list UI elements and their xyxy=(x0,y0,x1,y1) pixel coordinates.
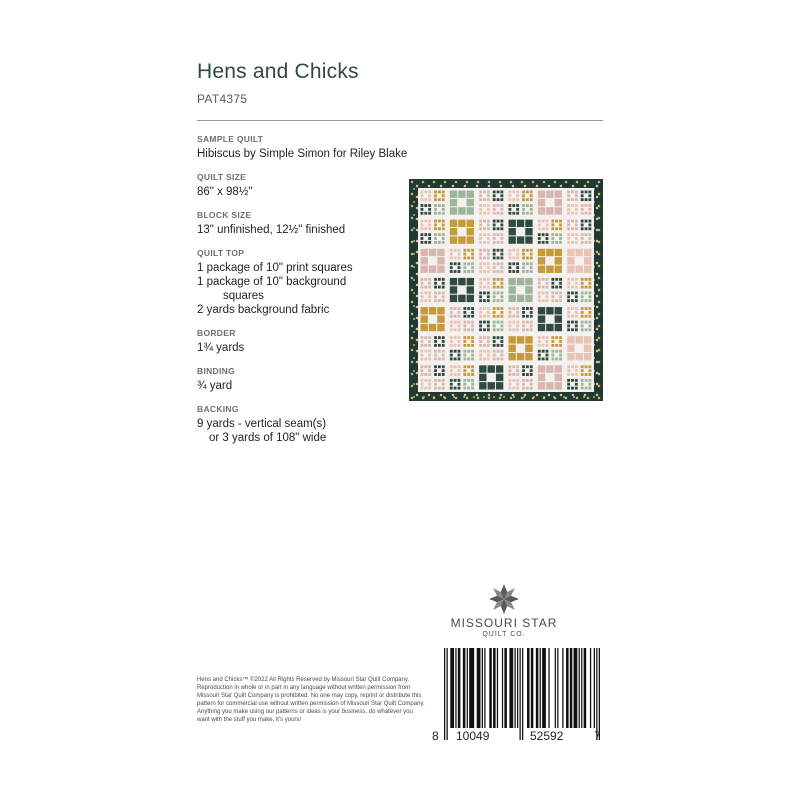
quilt-block xyxy=(463,336,474,347)
barcode-digit-check: 7 xyxy=(594,729,601,743)
quilt-block xyxy=(522,204,533,215)
barcode-bar xyxy=(522,648,523,740)
spec-label: BACKING xyxy=(197,404,239,414)
quilt-block xyxy=(581,379,592,390)
barcode-bar xyxy=(497,648,498,728)
spec-border xyxy=(197,328,397,355)
barcode-bar xyxy=(482,648,483,728)
quilt-block xyxy=(493,307,504,318)
quilt-block xyxy=(450,220,474,244)
barcode-bar xyxy=(562,648,563,728)
quilt-block xyxy=(463,321,474,332)
quilt-block xyxy=(509,191,520,202)
quilt-block xyxy=(493,292,504,303)
quilt-center xyxy=(418,188,594,392)
quilt-block xyxy=(450,191,474,215)
quilt-block xyxy=(421,191,432,202)
quilt-block xyxy=(567,336,591,360)
quilt-block xyxy=(538,278,549,289)
barcode-bar xyxy=(536,648,539,728)
barcode-bar xyxy=(574,648,578,728)
spec-label: BORDER xyxy=(197,328,236,338)
quilt-block xyxy=(509,249,520,260)
quilt-block xyxy=(538,350,549,361)
barcode-bar xyxy=(477,648,481,728)
quilt-block xyxy=(434,278,445,289)
quilt-block xyxy=(509,307,520,318)
barcode-bar xyxy=(484,648,485,728)
quilt-block xyxy=(509,379,520,390)
quilt-block xyxy=(567,379,578,390)
quilt-block xyxy=(493,262,504,273)
quilt-block xyxy=(567,292,578,303)
barcode-bar xyxy=(467,648,468,728)
spec-value: 9 yards - vertical seam(s) xyxy=(197,418,327,430)
barcode-bar xyxy=(447,648,448,740)
barcode-bar xyxy=(581,648,582,728)
barcode-bar xyxy=(570,648,573,728)
quilt-block xyxy=(538,249,562,273)
quilt-block xyxy=(479,191,490,202)
spec-label: SAMPLE QUILT xyxy=(197,134,264,144)
barcode-bar xyxy=(557,648,558,728)
quilt-block xyxy=(479,365,503,389)
barcode-bar xyxy=(469,648,474,728)
quilt-block xyxy=(581,321,592,332)
quilt-block xyxy=(581,278,592,289)
quilt-block xyxy=(493,336,504,347)
quilt-block xyxy=(493,220,504,231)
barcode-bar xyxy=(594,648,595,728)
quilt-block xyxy=(463,307,474,318)
barcode-bar xyxy=(517,648,518,728)
quilt-blocks xyxy=(418,188,594,392)
quilt-block xyxy=(450,379,461,390)
brand-subtitle: QUILT CO. xyxy=(482,631,526,638)
quilt-block xyxy=(463,350,474,361)
quilt-block xyxy=(450,350,461,361)
quilt-block xyxy=(450,321,461,332)
quilt-block xyxy=(479,336,490,347)
spec-value: or 3 yards of 108" wide xyxy=(209,432,327,444)
spec-backing xyxy=(197,404,397,445)
quilt-block xyxy=(522,191,533,202)
quilt-block xyxy=(479,321,490,332)
quilt-block xyxy=(581,220,592,231)
quilt-block xyxy=(522,262,533,273)
barcode-bar xyxy=(458,648,461,728)
quilt-block xyxy=(434,365,445,376)
quilt-block xyxy=(479,292,490,303)
quilt-block xyxy=(421,278,432,289)
quilt-block xyxy=(551,278,562,289)
barcode-bar xyxy=(444,648,445,740)
quilt-block xyxy=(522,379,533,390)
quilt-block xyxy=(463,365,474,376)
quilt-block xyxy=(522,307,533,318)
quilt-block xyxy=(567,321,578,332)
pattern-code: PAT4375 xyxy=(197,92,248,106)
spec-value: Hibiscus by Simple Simon for Riley Blake xyxy=(197,148,408,160)
quilt-block xyxy=(421,249,445,273)
quilt-block xyxy=(450,365,461,376)
barcode-bar xyxy=(540,648,541,728)
quilt-block xyxy=(463,249,474,260)
quilt-block xyxy=(567,278,578,289)
quilt-block xyxy=(538,220,549,231)
quilt-block xyxy=(551,350,562,361)
spec-label: BINDING xyxy=(197,366,235,376)
quilt-block xyxy=(567,233,578,244)
quilt-block xyxy=(479,233,490,244)
spec-quilt-top xyxy=(197,248,397,317)
quilt-block xyxy=(463,262,474,273)
quilt-block xyxy=(509,220,533,244)
quilt-block xyxy=(421,365,432,376)
spec-sample-quilt xyxy=(197,134,408,161)
quilt-block xyxy=(581,233,592,244)
barcode xyxy=(432,648,604,744)
quilt-block xyxy=(567,307,578,318)
barcode-bar xyxy=(455,648,456,728)
quilt-block xyxy=(421,350,432,361)
quilt-block xyxy=(538,292,549,303)
quilt-block xyxy=(493,249,504,260)
quilt-block xyxy=(434,191,445,202)
quilt-block xyxy=(434,233,445,244)
quilt-block xyxy=(434,292,445,303)
quilt-block xyxy=(509,365,520,376)
quilt-block xyxy=(450,278,474,302)
quilt-block xyxy=(450,262,461,273)
barcode-bar xyxy=(504,648,507,728)
quilt-block xyxy=(538,191,562,215)
spec-value: 1 package of 10" background xyxy=(197,276,347,288)
quilt-block xyxy=(538,307,562,331)
quilt-block xyxy=(567,220,578,231)
quilt-block xyxy=(567,204,578,215)
quilt-block xyxy=(509,336,533,360)
quilt-block xyxy=(567,365,578,376)
quilt-block xyxy=(421,307,445,331)
barcode-bar xyxy=(514,648,515,728)
spec-label: BLOCK SIZE xyxy=(197,210,252,220)
spec-label: QUILT SIZE xyxy=(197,172,247,182)
quilt-block xyxy=(538,233,549,244)
barcode-bar xyxy=(596,648,597,740)
spec-quilt-size xyxy=(197,172,397,199)
quilt-block xyxy=(581,292,592,303)
quilt-block xyxy=(450,336,461,347)
quilt-block xyxy=(421,336,432,347)
quilt-block xyxy=(434,220,445,231)
barcode-digits-left: 10049 xyxy=(456,729,490,743)
quilt-block xyxy=(434,350,445,361)
quilt-block xyxy=(479,220,490,231)
barcode-bar xyxy=(509,648,513,728)
quilt-block xyxy=(522,321,533,332)
quilt-block xyxy=(479,350,490,361)
quilt-block xyxy=(493,191,504,202)
barcode-bar xyxy=(566,648,569,728)
barcode-bar xyxy=(527,648,530,728)
quilt-block xyxy=(479,278,490,289)
quilt-block xyxy=(421,204,432,215)
quilt-block xyxy=(551,220,562,231)
quilt-block xyxy=(509,278,533,302)
quilt-block xyxy=(509,262,520,273)
quilt-block xyxy=(509,321,520,332)
quilt-block xyxy=(538,365,562,389)
quilt-illustration xyxy=(409,179,603,401)
quilt-block xyxy=(493,204,504,215)
quilt-block xyxy=(581,191,592,202)
quilt-block xyxy=(581,307,592,318)
quilt-block xyxy=(493,350,504,361)
quilt-block xyxy=(421,292,432,303)
quilt-block xyxy=(567,249,591,273)
spec-value: squares xyxy=(223,290,264,302)
barcode-bar xyxy=(599,648,600,740)
specs-list xyxy=(197,134,408,456)
quilt-block xyxy=(551,336,562,347)
eight-point-star-icon xyxy=(488,584,520,614)
brand-logo xyxy=(446,584,562,638)
quilt-block xyxy=(434,204,445,215)
spec-value: 86" x 98½" xyxy=(197,186,253,198)
pattern-title: Hens and Chicks xyxy=(197,60,359,83)
brand-name: MISSOURI STAR xyxy=(450,616,558,630)
barcode-bar xyxy=(555,648,556,728)
spec-value: 13" unfinished, 12½" finished xyxy=(197,224,346,236)
quilt-block xyxy=(581,365,592,376)
quilt-block xyxy=(450,249,461,260)
spec-block-size xyxy=(197,210,397,237)
barcode-bar xyxy=(519,648,520,740)
quilt-block xyxy=(509,204,520,215)
quilt-block xyxy=(493,233,504,244)
spec-label: QUILT TOP xyxy=(197,248,245,258)
barcode-digit-system: 8 xyxy=(432,729,439,743)
quilt-block xyxy=(567,191,578,202)
barcode-bar xyxy=(502,648,503,728)
quilt-block xyxy=(581,204,592,215)
quilt-block xyxy=(493,321,504,332)
barcode-bar xyxy=(450,648,454,728)
barcode-bar xyxy=(493,648,496,728)
quilt-block xyxy=(450,307,461,318)
spec-value: 1 package of 10" print squares xyxy=(197,262,353,274)
barcode-bar xyxy=(463,648,466,728)
quilt-block xyxy=(421,379,432,390)
quilt-block xyxy=(493,278,504,289)
copyright-notice: Hens and Chicks™ ©2022 All Rights Reserved by Missouri Star Quilt Company. Reproduction in whole or in part in any language without written permission from Missouri Star Quilt Company is prohibited. No one may copy, reprint or distribute this pattern for commercial use without written permission of Missouri Star Quilt Company. Anything you make using our patterns or ideas is your business, do whatever you want with the stuff you make, it's yours! xyxy=(197,677,425,723)
barcode-digits-right: 52592 xyxy=(530,729,564,743)
quilt-block xyxy=(479,262,490,273)
barcode-bar xyxy=(590,648,591,728)
quilt-block xyxy=(551,233,562,244)
quilt-block xyxy=(463,379,474,390)
quilt-block xyxy=(551,292,562,303)
quilt-block xyxy=(538,336,549,347)
barcode-bar xyxy=(542,648,546,728)
quilt-block xyxy=(421,220,432,231)
quilt-block xyxy=(434,336,445,347)
barcode-bar xyxy=(489,648,492,728)
spec-value: ¾ yard xyxy=(197,380,233,392)
barcode-bar xyxy=(531,648,534,728)
quilt-block xyxy=(522,365,533,376)
quilt-block xyxy=(479,249,490,260)
barcode-bar xyxy=(579,648,580,728)
header-divider xyxy=(197,120,603,121)
barcode-bars xyxy=(444,648,600,740)
barcode-bar xyxy=(548,648,549,728)
spec-binding xyxy=(197,366,397,393)
quilt-block xyxy=(479,307,490,318)
quilt-block xyxy=(421,233,432,244)
quilt-block xyxy=(522,249,533,260)
spec-value: 2 yards background fabric xyxy=(197,304,330,316)
barcode-bar xyxy=(584,648,587,728)
spec-value: 1¾ yards xyxy=(197,342,245,354)
quilt-block xyxy=(434,379,445,390)
quilt-block xyxy=(479,204,490,215)
